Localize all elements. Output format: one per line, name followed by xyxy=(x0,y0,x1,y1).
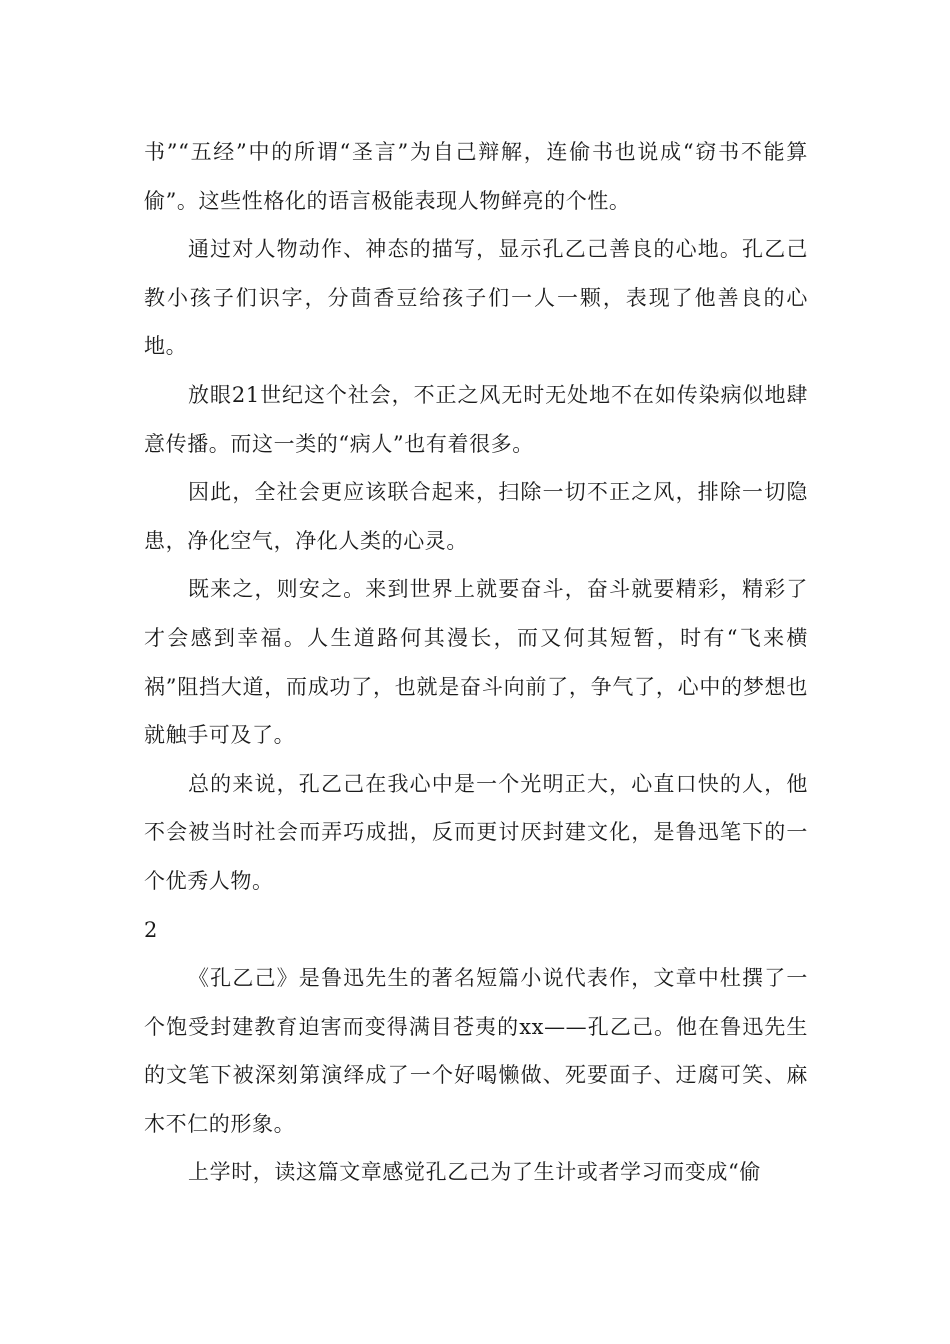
section-number: 2 xyxy=(144,917,158,942)
paragraph-7: 《孔乙己》是鲁迅先生的著名短篇小说代表作，文章中杜撰了一个饱受封建教育迫害而变得满目苍夷的xx——孔乙己。他在鲁迅先生的文笔下被深刻第演绎成了一个好喝懒做、死要面子、迂腐可笑、麻木不仁的形象。 xyxy=(144,966,808,1136)
paragraph-3: 放眼21世纪这个社会，不正之风无时无处地不在如传染病似地肆意传播。而这一类的“病人”也有着很多。 xyxy=(144,382,808,456)
paragraph-8: 上学时，读这篇文章感觉孔乙己为了生计或者学习而变成“偷 xyxy=(188,1160,761,1185)
paragraph-6: 总的来说，孔乙己在我心中是一个光明正大，心直口快的人，他不会被当时社会而弄巧成拙，反而更讨厌封建文化，是鲁迅笔下的一个优秀人物。 xyxy=(144,771,808,893)
paragraph-4: 因此，全社会更应该联合起来，扫除一切不正之风，排除一切隐患，净化空气，净化人类的心灵。 xyxy=(144,480,808,553)
paragraph-5: 既来之，则安之。来到世界上就要奋斗，奋斗就要精彩，精彩了才会感到幸福。人生道路何其漫长，而又何其短暂，时有“飞来横祸”阻挡大道，而成功了，也就是奋斗向前了，争气了，心中的梦想也就触手可及了。 xyxy=(144,577,808,748)
document-body xyxy=(144,128,808,1197)
paragraph-2: 通过对人物动作、神态的描写，显示孔乙己善良的心地。孔乙己教小孩子们识字，分茴香豆给孩子们一人一颗，表现了他善良的心地。 xyxy=(144,237,808,359)
paragraph-1: 书”“五经”中的所谓“圣言”为自己辩解，连偷书也说成“窃书不能算偷”。这些性格化的语言极能表现人物鲜亮的个性。 xyxy=(144,140,808,213)
